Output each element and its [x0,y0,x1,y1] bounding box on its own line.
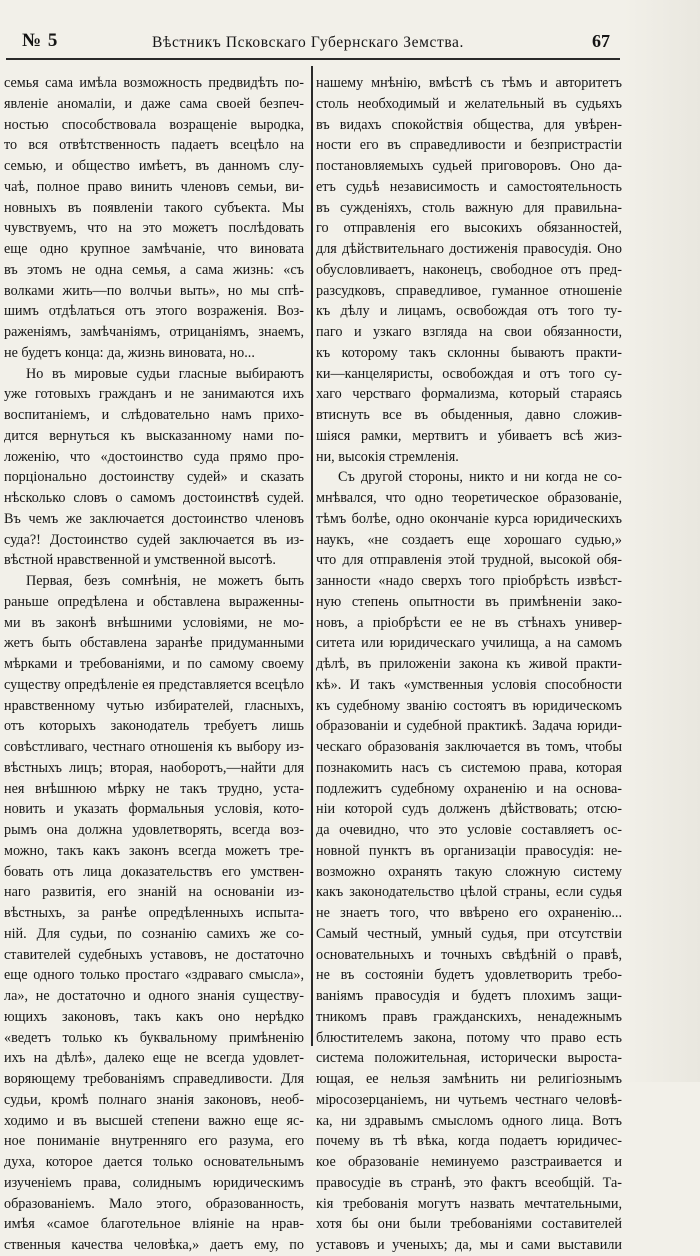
text-line: ющихъ законовъ, такъ какъ оно нерѣдко [4,1008,304,1025]
text-line: уставовъ и ученыхъ; да, мы и сами выставили [316,1237,622,1253]
text-line: ностью способствовала возращеніе выродка, [4,116,304,133]
text-line: паго и узкаго взгляда на свои обязанности, [316,324,622,340]
text-line: хаго черстваго формализма, который стараясь [316,386,622,403]
text-line: ходимо и въ высшей степени важно еще яс- [4,1112,304,1129]
text-line: мѣрками и требованіями, и по самому своему [4,656,304,672]
text-line: совѣстливаго, честнаго отношенія къ выбору из- [4,739,304,755]
text-line: къ судебному званію состоятъ въ юридическомъ [316,697,622,714]
text-line: разсудковъ, справедливое, гуманное отношеніе [316,282,622,299]
text-line: вѣстной нравственной и умственной высотѣ. [4,552,276,569]
text-line: ложенію, что «достоинство суда прямо про- [4,448,304,465]
text-line: нея внѣшнюю мѣрку не такъ трудно, уста- [4,780,304,797]
text-line: существу опредѣленіе ея представляется всецѣло [4,676,304,693]
text-line: кія требованія могутъ назвать мечтательными, [316,1195,622,1212]
text-line: Въ чемъ же заключается достоинство членовъ [4,510,304,527]
text-line: хотя бы они были требованіями составителей [316,1216,622,1233]
text-line: правосудіе въ странѣ, это фактъ всеобщій. Та- [316,1174,622,1191]
text-line: шіяся рамки, мертвитъ и убиваетъ всѣ жиз- [316,427,622,444]
text-line: имѣя «самое благотельное вліяніе на нрав- [4,1216,304,1233]
text-line: волками жить—по волчьи выть», но мы спѣ- [4,282,304,299]
text-line: къ дѣлу и лицамъ, освобождая отъ того ту- [316,303,622,320]
text-line: новной пунктъ въ организаціи правосудія: не- [316,842,622,859]
text-line: еще одно крупное замѣчаніе, что виновата [4,241,304,257]
text-line: дѣлѣ, въ приложеніи закона къ живой практи- [316,656,622,672]
text-line: вѣстныхъ, за ранѣе опредѣленныхъ испыта- [4,905,304,921]
text-line: «ведетъ только къ буквальному примѣненію [4,1029,304,1046]
text-line: ситета или юридическаго училища, а на самомъ [316,635,622,652]
text-line: обусловливаетъ, наконецъ, свободное отъ пред- [316,261,622,278]
text-line: бовать отъ лица доказательствъ его умствен- [4,863,304,880]
text-line: блюстителемъ закона, потому что право есть [316,1029,622,1046]
text-line: то вся отвѣтственность падаетъ всецѣло на [4,137,304,154]
text-line: ніи которой судъ долженъ дѣйствовать; отсю- [316,801,622,818]
text-line: вѣстныхъ лицъ; вторая, наоборотъ,—найти для [4,759,304,776]
text-line: судьи, кромѣ полнаго знанія законовъ, необ- [4,1091,304,1108]
journal-title: Вѣстникъ Псковскаго Губернскаго Земства. [152,34,465,51]
text-line: уже готовыхъ гражданъ и не занимаются ихъ [4,386,304,403]
text-line: для дѣйствительнаго достиженія правосудія. Оно [316,241,622,257]
text-line: ки—канцеляристы, освобождая и отъ того су- [316,365,622,382]
text-line: ную степень опытности въ примѣненіи зако- [316,593,622,610]
text-line: образованіемъ. Мало этого, образованность, [4,1195,304,1212]
text-line: не знаетъ того, что ввѣрено его охраненію... [316,905,622,921]
text-line: ми въ законѣ внѣшними условіями, не мо- [4,614,304,631]
text-line: ческаго образованія заключается въ томъ, чтобы [316,739,622,755]
text-line: не въ состояніи будетъ удовлетворить требо- [316,967,622,984]
text-line: ющая, ее нельзя замѣнить ни религіознымъ [316,1071,622,1087]
running-header [0,28,700,58]
text-line: ное пониманіе внутренняго его разума, его [4,1133,304,1150]
text-line: ка, ни здравымъ смысломъ одного лица. Вотъ [316,1112,622,1129]
page-edge-shadow [624,0,700,1082]
text-line: ности его въ справедливости и безпристрастіи [316,137,622,154]
text-line: семья сама имѣла возможность предвидѣть по- [4,75,304,91]
text-line: явленіе аномаліи, и даже сама своей безпеч- [4,95,304,112]
text-line: ній. Для судьи, по сознанію самихъ же со- [4,925,304,942]
text-line: наго развитія, его знаній на основаніи из- [4,884,304,901]
text-line: го отправленія его высокихъ обязанностей, [316,220,622,237]
text-line: отъ которыхъ законодатель требуетъ лишь [4,718,304,735]
text-line: къ которому такъ склонны бываютъ практи- [316,344,622,361]
text-line: тникомъ правъ гражданскихъ, ненадежнымъ [316,1008,622,1025]
text-line: въ сужденіяхъ, столь важную для правильна- [316,199,622,216]
text-line: міросозерцаніемъ, ни чутьемъ честнаго человѣ- [316,1091,622,1108]
text-line: въ этомъ не одна семья, а сама жизнь: «съ [4,261,304,278]
text-line: ни, высокія стремленія. [316,448,459,465]
text-line: рымъ она должна удовлетворять, всегда воз- [4,822,304,838]
text-line: въ видахъ спокойствія общества, для увѣрен- [316,116,622,133]
text-line: ла», не достаточно и одного знанія существу- [4,988,304,1004]
text-line: система положительная, исторически выроста- [316,1050,622,1067]
text-line: кѣ». И такъ «умственныя условія способности [316,676,622,693]
text-line: ставителей судебныхъ уставовъ, не достаточно [4,946,304,963]
text-line: новъ, а пріобрѣсти ее не въ стѣнахъ универ- [316,614,622,631]
text-line: ваніямъ правосудія и будетъ плохимъ защи- [316,988,622,1004]
text-line: нашему мнѣнію, вмѣстѣ съ тѣмъ и авторитетъ [316,75,622,91]
header-rule [6,58,620,60]
text-line: столь необходимый и желательный въ судьяхъ [316,95,622,112]
text-line: ихъ на дѣлѣ», далеко еще не всегда удовлет- [4,1050,304,1067]
text-line: да очевидно, что это условіе составляетъ ос- [316,822,622,838]
text-line: духа, которое дается только основательнымъ [4,1154,304,1170]
text-line: кое образованіе неминуемо разстраивается и [316,1154,622,1170]
text-line: тѣмъ болѣе, одно окончаніе курса юридическихъ [316,510,622,527]
text-line: что для отправленія этой трудной, высокой обя- [316,552,622,569]
text-line: основательныхъ и точныхъ свѣдѣній о правѣ, [316,946,622,963]
text-line: познакомить насъ съ системою права, которая [316,759,622,776]
text-line: Самый честный, умный судья, при отсутствіи [316,925,622,942]
text-line: новить и указать формальныя условія, кото- [4,801,304,818]
text-line: раньше опредѣлена и обставлена выраженны- [4,593,304,610]
text-line: можно, такъ какъ законъ всегда можетъ тре- [4,842,304,859]
text-line: нѣсколько словъ о самомъ достоинствѣ судей. [4,490,304,506]
text-line: изученіемъ права, солиднымъ юридическимъ [4,1174,304,1191]
column-divider [311,66,313,1046]
text-line: суда?! Достоинство судей заключается въ из- [4,531,304,548]
text-line: порціонально достоинству судей» и сказать [4,469,304,486]
text-line: какъ законодательство цѣлой страны, если судья [316,884,622,901]
text-line: жетъ быть обставлена заранѣе придуманными [4,635,304,652]
page-number: 67 [592,31,610,51]
text-line: возможно охранять такую сложную систему [316,863,622,880]
left-column [4,73,304,1253]
text-line: воспитаніемъ, и слѣдовательно намъ прихо- [4,407,304,423]
text-line: еще одного только простаго «здраваго смысла», [4,967,304,984]
text-line: мнѣвался, что одно теоретическое образованіе, [316,490,622,506]
right-column [316,73,622,1253]
text-line: семью, и общество имѣетъ, въ данномъ слу- [4,158,304,174]
text-line: Съ другой стороны, никто и ни когда не со- [338,469,622,486]
text-line: шимъ отдѣлаться отъ этого возраженія. Воз- [4,303,304,320]
text-line: нравственному чутью избирателей, гласныхъ, [4,697,304,714]
text-line: етъ судьѣ независимость и самостоятельность [316,178,622,195]
text-line: подлежитъ судебному охраненію и на основа- [316,780,622,797]
text-line: новныхъ въ появленіи такого субъекта. Мы [4,199,304,216]
text-line: чаѣ, полное право винить членовъ семьи, ви- [4,178,304,195]
text-line: ственныя качества человѣка,» даетъ ему, по [4,1237,304,1253]
text-line: наукъ, «не создаетъ еще хорошаго судью,» [316,531,622,548]
text-line: почему въ тѣ вѣка, когда подаетъ юридичес- [316,1133,622,1150]
text-line: постановляемыхъ судьей приговоровъ. Оно да- [316,158,622,174]
text-line: воряющему требованіямъ справедливости. Для [4,1071,304,1087]
text-line: дится вернуться къ высказанному нами по- [4,427,304,444]
text-line: Но въ мировые судьи гласные выбираютъ [26,365,304,382]
text-line: образованіи и судебной практикѣ. Задача юриди- [316,718,622,735]
text-line: чувствуемъ, что на это можетъ послѣдовать [4,220,304,237]
text-line: не будетъ конца: да, жизнь виновата, но... [4,344,255,361]
text-line: раженіямъ, замѣчаніямъ, отрицаніямъ, знаемъ, [4,324,304,340]
text-line: занности «надо сверхъ того пріобрѣсть извѣст- [316,573,622,589]
text-line: Первая, безъ сомнѣнія, не можетъ быть [26,573,304,589]
issue-number: № 5 [22,30,59,51]
text-line: втиснуть все въ обыденныя, давно сложив- [316,407,622,423]
